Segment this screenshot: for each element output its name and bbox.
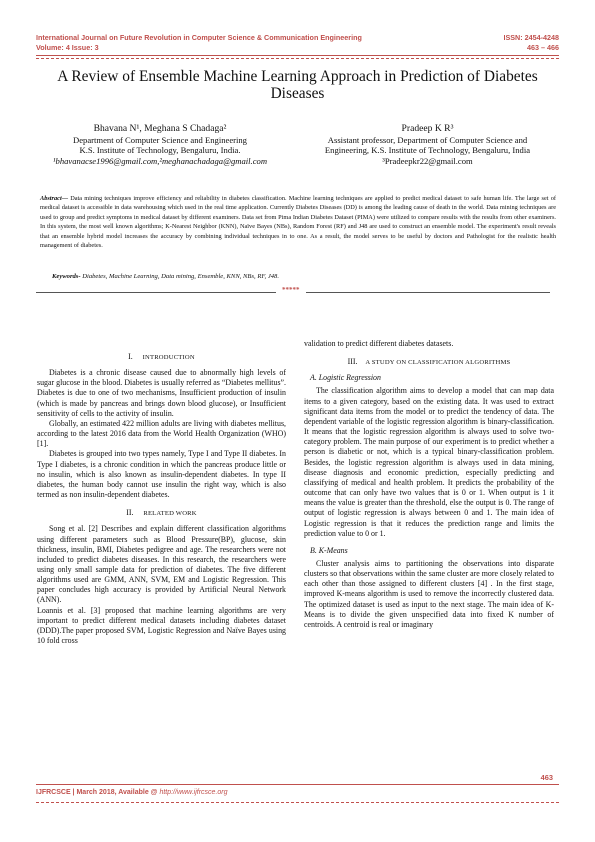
section-number: II. (126, 508, 134, 518)
volume-issue: Volume: 4 Issue: 3 (36, 43, 99, 52)
separator-line-right (306, 292, 550, 293)
continued-paragraph: validation to predict different diabetes datasets. (304, 339, 454, 348)
author-inst-left: K.S. Institute of Technology, Bengaluru, India. (79, 145, 241, 156)
author-role-right: Assistant professor, Department of Computer Science and (327, 135, 528, 145)
section-title: RELATED WORK (143, 510, 197, 518)
section-heading-classification (304, 357, 554, 368)
page-range: 463 – 466 (527, 43, 559, 52)
header-rule (36, 55, 559, 56)
kmeans-paragraph: Cluster analysis aims to partitioning the observations into disparate clusters so that observations within the same cluster are more closely related to each other than those assigned to different clusters [4] . In the first stage, improved K-means algorithm is used to remove the incorrectly clustered data. The optimized dataset is used as input to the next stage. The main idea of K-Means is to divide the given unspecified data into fixed K number of centroids. A centroid is real or imaginary (304, 558, 554, 629)
journal-name: International Journal on Future Revolution in Computer Science & Communication Engineering (36, 33, 362, 42)
paper-title: A Review of Ensemble Machine Learning Approach in Prediction of Diabetes Diseases (57, 68, 538, 102)
related-paragraph-1: Song et al. [2] Describes and explain different classification algorithms using different parameters such as Blood Pressure(BP), glucose, skin thickness, insulin, BMI, Diabetes pedigree and age. The researchers were not included to predict diabetes diseases. In this research, the researchers were using only small sample data for prediction of diabetes. The five different algorithms used are GMM, ANN, SVM, EM and Logistic Regression. This paper concludes high accuracy is provided by Artificial Neural Network (ANN). (37, 524, 286, 605)
footer-url-link[interactable]: http://www.ijfrcsce.org (159, 789, 228, 796)
subsection-k-means: B. K-Means (310, 545, 348, 555)
section-number: I. (128, 352, 133, 361)
section-heading-introduction (37, 352, 286, 363)
subsection-logistic-regression: A. Logistic Regression (310, 373, 381, 383)
logistic-paragraph: The classification algorithm aims to develop a model that can map data items to a given category, based on the existing data. It was used to extract significant data items from the model or to predict the tendency of data. The dependent variable of the logistic regression algorithm is binary-classification. It means that the logistic regression algorithm is always used to solve two-category problem. The main purpose of our experiment is to predict whether a person is diabetic or not, which is a typical binary-classification problem. Besides, the logistic regression algorithm is always used in data mining, disease diagnosis and economic prediction, especially predicting and classifying of medical and health problem. It predicts the probability of the outcome that can only have two values that is 0 or 1. When output is 1 it means the value is greater than the threshold, else the output is 0. The range of output of logistic regression is always between 0 and 1. The main idea of Logistic regression is that it reduces the prediction range and limits the prediction value to 0 or 1. (304, 386, 554, 538)
footer-text (36, 789, 228, 796)
author-names-right: Pradeep K R³ (401, 123, 454, 134)
page-number: 463 (540, 773, 553, 782)
issn: ISSN: 2454-4248 (503, 33, 559, 42)
keywords-label: Keywords- (52, 273, 81, 280)
author-names-left: Bhavana N¹, Meghana S Chadaga² (93, 123, 227, 134)
author-emails-left: ¹bhavanacse1996@gmail.com,²meghanachadaga@gmail.com (52, 155, 268, 166)
abstract-text: Data mining techniques improve efficiency and reliability in diabetes classification. Machine learning techniques are applied to predict medical dataset to safe human life. The large set of medical dataset is accessible in data warehousing which used in the real time application. Currently Diabetes Diseases (DD) is among the leading cause of death in the world. Data mining techniques are used to group and predict symptoms in medical dataset by different examiners. Data set from Pima Indian Diabetes Dataset (PIMA) were utilized to compare results with the results from other examiners. In this system, the most well known algorithms; K-Nearest Neighbor (KNN), Naïve Bayes (NBs), Random Forest (RF) and J48 are used to construct an ensemble model. The experiment's result reveals that an ensemble hybrid model increases the accuracy by combining individual techniques in to one. As a result, the model serves to be useful by doctors and Pathologist for the realistic health management of diabetes. (40, 195, 556, 250)
keywords (52, 273, 279, 280)
authors-right (300, 123, 555, 166)
separator-stars: ***** (282, 286, 300, 294)
intro-paragraph-1: Diabetes is a chronic disease caused due to abnormally high levels of sugar glucose in the blood. Diabetes is usually referred as “Diabetes mellitus”. Diabetes is due to one of two mechanisms, Insufficient production of insulin (which is made by pancreas and brings down blood glucose), or Insufficient sensitivity of cells to the activity of insulin. (37, 368, 286, 418)
section-title: A STUDY ON CLASSIFICATION ALGORITHMS (365, 359, 511, 367)
footer-rule (36, 784, 559, 785)
abstract (40, 194, 556, 251)
right-column (304, 339, 554, 630)
separator-line-left (36, 292, 276, 293)
header-rule-dashed (36, 58, 559, 59)
left-column (37, 347, 286, 646)
author-email-right: ³Pradeepkr22@gmail.com (382, 155, 473, 166)
intro-paragraph-2: Globally, an estimated 422 million adults are living with diabetes mellitus, according to the latest 2016 data from the World Health Organization (WHO) [1]. (37, 418, 286, 449)
related-paragraph-2: Loannis et al. [3] proposed that machine learning algorithms are very important to predict different medical datasets including diabetes dataset (DDD).The paper proposed SVM, Logistic Regression and Naïve Bayes using 10 fold cross (37, 605, 286, 646)
section-title: INTRODUCTION (142, 354, 195, 361)
section-number: III. (347, 357, 358, 367)
footer-left: IJFRCSCE | March 2018, Available @ (36, 789, 160, 796)
abstract-label: Abstract— (40, 195, 68, 202)
section-heading-related-work (37, 508, 286, 519)
intro-paragraph-3: Diabetes is grouped into two types namely, Type I and Type II diabetes. In Type I diabetes, is a chronic condition in which the pancreas produce little or no insulin, which is also known as insulin-dependent diabetes. In type II diabetes, the human body cannot use insulin the right way, which is also termed as non insulin-dependent diabetes. (37, 449, 286, 500)
author-dept-left: Department of Computer Science and Engineering (73, 135, 247, 145)
keywords-text: Diabetes, Machine Learning, Data mining, Ensemble, KNN, NBs, RF, J48. (80, 273, 279, 280)
footer-rule-dashed (36, 802, 559, 803)
author-inst-right: Engineering, K.S. Institute of Technology, Bengaluru, India (324, 145, 531, 156)
authors-left (40, 123, 280, 166)
